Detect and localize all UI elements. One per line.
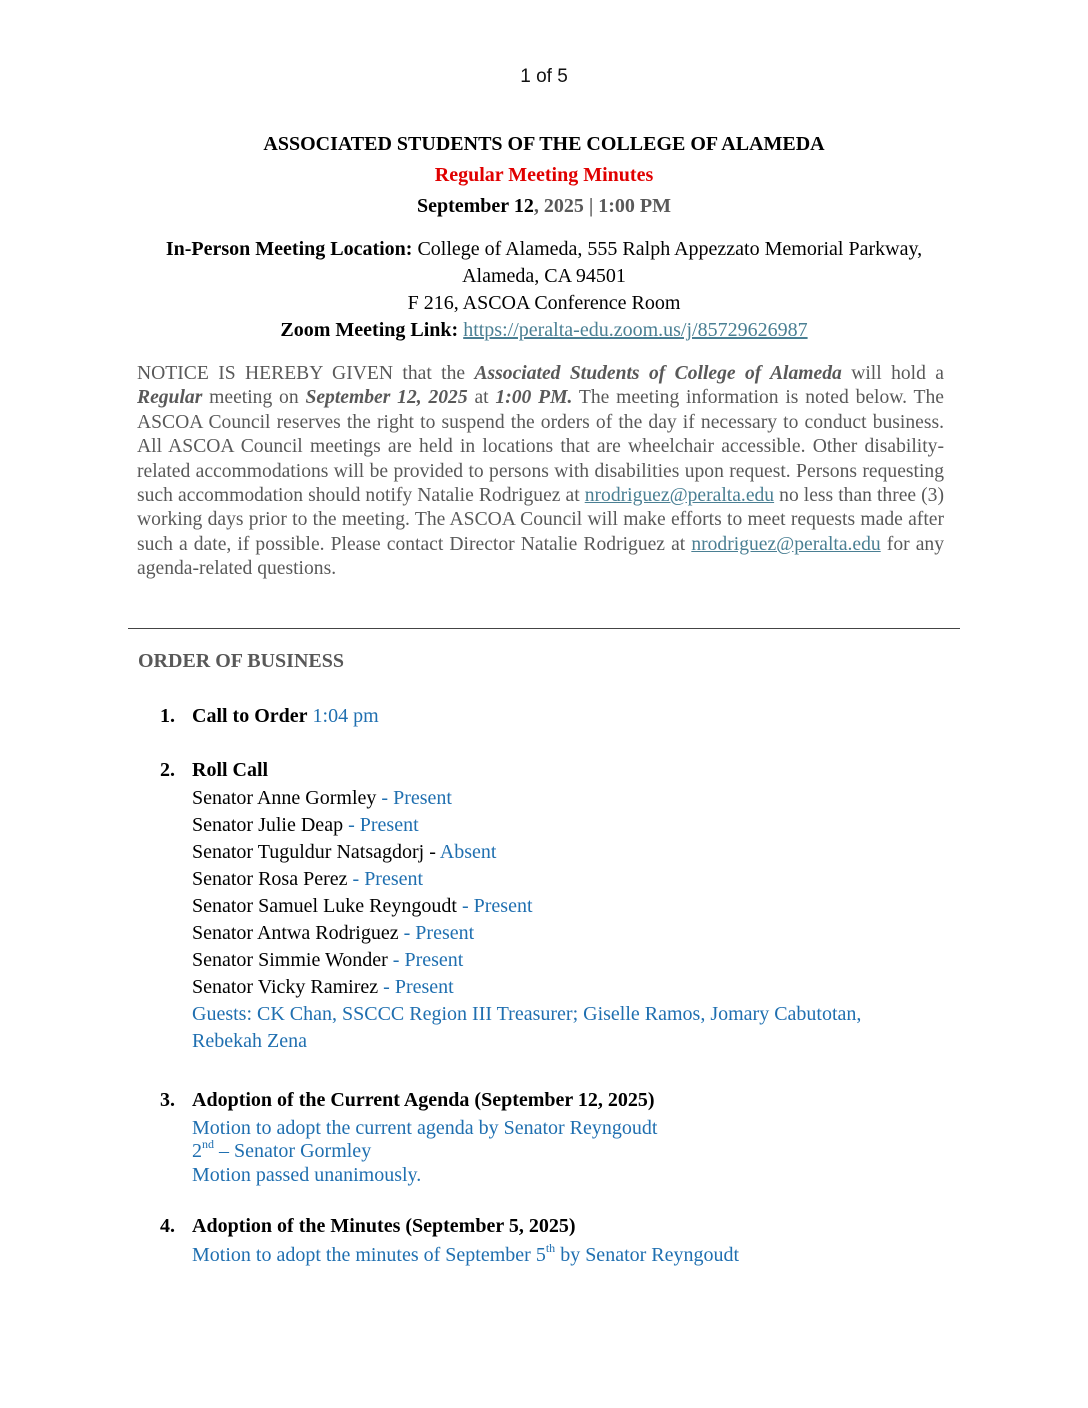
senator-name: Senator Simmie Wonder (192, 949, 388, 971)
divider (128, 628, 960, 629)
motion-text-start: Motion to adopt the minutes of September 5 (192, 1244, 546, 1266)
ordinal-suffix: th (545, 1241, 556, 1255)
organization-title: ASSOCIATED STUDENTS OF THE COLLEGE OF ALAMEDA (263, 133, 825, 155)
notice-text: for any agenda-related questions. (137, 533, 945, 580)
notice-emphasis: September 12, 2025 (305, 387, 468, 409)
notice-text: no less than three (3) working days prior to the meeting. The ASCOA Council will make efforts to meet requests made after such a date, if possible. Please contact Director Natalie Rodriguez at (137, 485, 945, 555)
meeting-date (0, 195, 1088, 218)
roll-entry (192, 787, 452, 810)
date-main: September 12 (416, 195, 534, 217)
location-line3: F 216, ASCOA Conference Room (407, 292, 681, 314)
senator-name: Senator Vicky Ramirez (192, 976, 379, 998)
separator: - (398, 922, 416, 944)
item-title: Adoption of the Current Agenda (September 12, 2025) (192, 1089, 655, 1111)
notice-emphasis: Regular (137, 387, 203, 409)
guests-line: Guests: CK Chan, SSCCC Region III Treasurer; Giselle Ramos, Jomary Cabutotan, (192, 1003, 862, 1025)
notice-emphasis: Associated Students of College of Alameda (474, 363, 842, 384)
motion-text (192, 1241, 740, 1267)
second-text (192, 1137, 372, 1163)
attendance-status: Absent (439, 841, 497, 863)
attendance-status: Present (364, 868, 424, 890)
date-rest: , 2025 | 1:00 PM (533, 195, 671, 217)
roll-entry (192, 841, 496, 864)
separator: - (378, 976, 395, 998)
attendance-status: Present (415, 922, 475, 944)
call-to-order-time: 1:04 pm (307, 705, 379, 727)
email-link[interactable]: nrodriguez@peralta.edu (691, 533, 881, 555)
roll-entry (192, 949, 463, 972)
item-title: Adoption of the Minutes (September 5, 2025) (192, 1215, 576, 1237)
motion-text-end: by Senator Reyngoudt (555, 1244, 740, 1266)
motion-text: Motion to adopt the current agenda by Senator Reyngoudt (192, 1117, 658, 1139)
attendance-status: Present (393, 787, 452, 809)
item-number: 1. (160, 705, 175, 727)
item-title-text: Call to Order (192, 705, 308, 727)
email-link[interactable]: nrodriguez@peralta.edu (584, 485, 775, 507)
senator-name: Senator Tuguldur Natsagdorj (192, 841, 425, 863)
senator-name: Senator Antwa Rodriguez (192, 922, 399, 944)
senator-name: Senator Julie Deap (192, 814, 344, 836)
ordinal-suffix: nd (202, 1137, 214, 1151)
location-line2: Alameda, CA 94501 (462, 265, 626, 287)
zoom-link[interactable]: https://peralta-edu.zoom.us/j/85729626987 (463, 319, 808, 341)
senator-name: Senator Anne Gormley (192, 787, 377, 809)
item-title: Roll Call (192, 759, 269, 781)
roll-entry (192, 922, 474, 945)
item-number: 4. (160, 1215, 175, 1237)
item-number: 3. (160, 1089, 175, 1111)
attendance-status: Present (473, 895, 533, 917)
roll-entry (192, 868, 423, 891)
page-indicator: 1 of 5 (520, 66, 568, 87)
separator: - (456, 895, 474, 917)
roll-entry (192, 976, 454, 999)
zoom-label: Zoom Meeting Link: (280, 319, 459, 341)
roll-entry (192, 895, 533, 918)
roll-entry (192, 814, 419, 837)
notice-emphasis: 1:00 PM. (495, 387, 573, 409)
document-subtitle: Regular Meeting Minutes (434, 164, 654, 186)
notice-text: The meeting information is noted below. The ASCOA Council reserves the right to suspend the orders of the day if necessary to conduct business. All ASCOA Council meetings are held in locations that are wheelchair accessible. Other disability-related accommodations will be provided to persons with disabilities upon request. Persons requesting such accommodation should notify Natalie Rodriguez at (137, 387, 944, 507)
separator: - (376, 787, 394, 809)
meeting-location (0, 236, 1088, 344)
separator: - (387, 949, 405, 971)
item-number: 2. (160, 759, 175, 781)
notice-text: at (467, 387, 496, 409)
senator-name: Senator Rosa Perez (192, 868, 348, 890)
senator-name: Senator Samuel Luke Reyngoudt (192, 895, 457, 917)
order-of-business-heading: ORDER OF BUSINESS (138, 650, 344, 672)
location-label: In-Person Meeting Location: (165, 238, 413, 260)
separator: - (347, 868, 365, 890)
notice-text: NOTICE IS HEREBY GIVEN that the (137, 363, 475, 384)
motion-result: Motion passed unanimously. (192, 1164, 422, 1186)
attendance-status: Present (404, 949, 464, 971)
second-by: – Senator Gormley (214, 1140, 372, 1162)
attendance-status: Present (394, 976, 454, 998)
location-line1: College of Alameda, 555 Ralph Appezzato Memorial Parkway, (412, 238, 923, 260)
attendance-status: Present (359, 814, 419, 836)
separator: - (424, 841, 440, 863)
notice-text: meeting on (202, 387, 306, 409)
separator: - (343, 814, 360, 836)
second-number: 2 (192, 1140, 202, 1162)
guests-line: Rebekah Zena (192, 1030, 307, 1052)
notice-text: will hold a (841, 363, 944, 384)
item-title (192, 705, 379, 728)
notice-paragraph (137, 362, 944, 582)
